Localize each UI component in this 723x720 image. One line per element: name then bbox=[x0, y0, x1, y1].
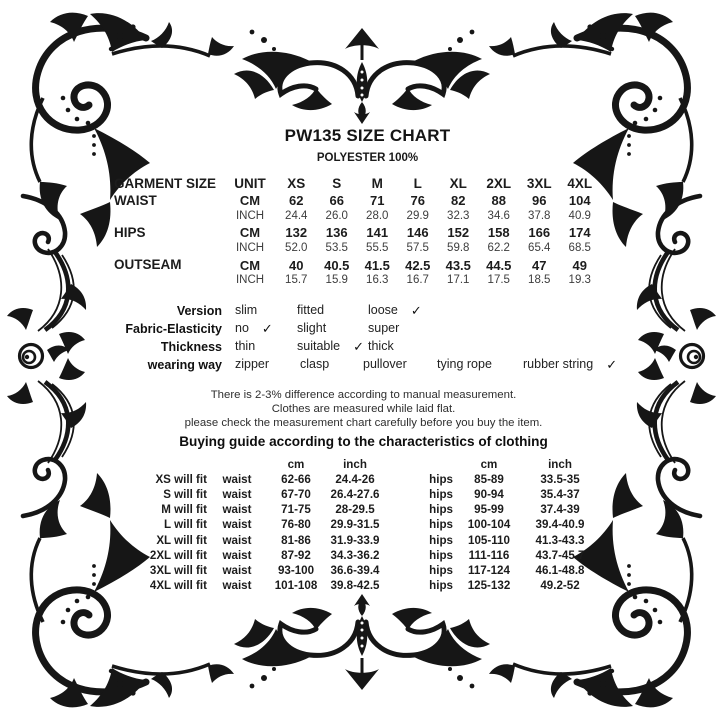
guide-cell: 71-75 bbox=[281, 503, 311, 517]
size-table-header: S bbox=[332, 176, 342, 192]
size-cell: 42.5 bbox=[405, 257, 431, 273]
guide-cell: 36.6-39.4 bbox=[330, 563, 380, 577]
size-cell: 32.3 bbox=[447, 209, 470, 222]
guide-cell: 117-124 bbox=[468, 563, 510, 577]
size-table bbox=[112, 176, 600, 289]
guide-col-header-inch: inch bbox=[343, 458, 367, 472]
row-label-outseam: OUTSEAM bbox=[114, 257, 182, 273]
attr-option: thick bbox=[368, 339, 394, 353]
guide-cell: 24.4-26 bbox=[335, 473, 375, 487]
guide-size-label: M will fit bbox=[161, 503, 207, 517]
guide-cell: waist bbox=[222, 488, 252, 502]
row-label-waist: WAIST bbox=[114, 192, 157, 208]
size-cell: 43.5 bbox=[445, 257, 471, 273]
guide-cell: waist bbox=[222, 563, 252, 577]
guide-cell: 67-70 bbox=[281, 488, 311, 502]
measurement-notes bbox=[2, 388, 723, 449]
size-cell: 146 bbox=[406, 225, 429, 241]
guide-cell: 43.7-45.7 bbox=[535, 548, 585, 562]
size-cell: 158 bbox=[487, 225, 510, 241]
fabric-subtitle: POLYESTER 100% bbox=[316, 152, 419, 164]
unit-cell: INCH bbox=[235, 242, 265, 255]
attr-row-version bbox=[112, 302, 663, 320]
guide-col-header-cm: cm bbox=[480, 458, 498, 472]
guide-cell: 34.3-36.2 bbox=[330, 548, 380, 562]
guide-cell: waist bbox=[222, 518, 252, 532]
guide-cell: hips bbox=[429, 518, 453, 532]
attr-option: fitted bbox=[297, 303, 325, 317]
size-cell: 53.5 bbox=[325, 242, 348, 255]
size-cell: 16.3 bbox=[366, 274, 389, 287]
size-cell: 17.5 bbox=[487, 274, 510, 287]
size-table-header: 2XL bbox=[486, 176, 512, 192]
guide-cell: 26.4-27.6 bbox=[330, 488, 380, 502]
size-cell: 132 bbox=[285, 225, 308, 241]
guide-cell: 101-108 bbox=[274, 578, 318, 592]
guide-cell: waist bbox=[222, 533, 252, 547]
guide-cell: hips bbox=[429, 503, 453, 517]
guide-cell: 33.5-35 bbox=[540, 473, 580, 487]
guide-cell: 46.1-48.8 bbox=[535, 563, 585, 577]
guide-cell: waist bbox=[222, 548, 252, 562]
size-table-header: L bbox=[413, 176, 422, 192]
check-mark: ✓ bbox=[606, 357, 618, 372]
unit-cell: INCH bbox=[235, 274, 265, 287]
attr-option: rubber string ✓ bbox=[523, 357, 618, 372]
guide-cell: 62-66 bbox=[281, 473, 311, 487]
guide-size-label: 2XL will fit bbox=[149, 548, 207, 562]
size-cell: 40.9 bbox=[568, 209, 591, 222]
size-cell: 18.5 bbox=[528, 274, 551, 287]
size-cell: 59.8 bbox=[447, 242, 470, 255]
size-cell: 82 bbox=[451, 192, 466, 208]
attr-label: wearing way bbox=[147, 358, 222, 372]
size-cell: 40.5 bbox=[324, 257, 350, 273]
attributes-section bbox=[112, 302, 663, 374]
size-cell: 62 bbox=[289, 192, 304, 208]
guide-cell: 95-99 bbox=[474, 503, 504, 517]
size-cell: 141 bbox=[366, 225, 389, 241]
guide-col-header-inch: inch bbox=[548, 458, 572, 472]
note-line: There is 2-3% difference according to manual measurement. bbox=[210, 389, 517, 401]
size-table-header: GARMENT SIZE bbox=[114, 176, 217, 192]
size-cell: 24.4 bbox=[285, 209, 308, 222]
size-table-header: XS bbox=[287, 176, 306, 192]
size-cell: 19.3 bbox=[568, 274, 591, 287]
guide-cell: 85-89 bbox=[474, 473, 504, 487]
size-cell: 66 bbox=[329, 192, 344, 208]
size-cell: 44.5 bbox=[486, 257, 512, 273]
size-cell: 76 bbox=[410, 192, 425, 208]
guide-cell: hips bbox=[429, 563, 453, 577]
guide-cell: hips bbox=[429, 578, 453, 592]
size-cell: 29.9 bbox=[406, 209, 429, 222]
guide-cell: waist bbox=[222, 578, 252, 592]
size-cell: 68.5 bbox=[568, 242, 591, 255]
guide-col-header-cm: cm bbox=[287, 458, 305, 472]
guide-size-label: XL will fit bbox=[156, 533, 207, 547]
size-cell: 62.2 bbox=[487, 242, 510, 255]
size-table-header: 4XL bbox=[567, 176, 593, 192]
guide-cell: 29.9-31.5 bbox=[330, 518, 380, 532]
row-label-hips: HIPS bbox=[114, 224, 146, 240]
unit-cell: CM bbox=[239, 192, 261, 208]
guide-size-label: XS will fit bbox=[155, 473, 207, 487]
size-cell: 136 bbox=[325, 225, 348, 241]
size-cell: 41.5 bbox=[364, 257, 390, 273]
size-cell: 174 bbox=[568, 225, 591, 241]
attr-option: slight bbox=[297, 321, 327, 335]
attr-option: suitable ✓ bbox=[297, 339, 364, 354]
guide-cell: 76-80 bbox=[281, 518, 311, 532]
guide-cell: 93-100 bbox=[277, 563, 315, 577]
size-cell: 37.8 bbox=[528, 209, 551, 222]
guide-cell: 105-110 bbox=[468, 533, 510, 547]
guide-size-label: 4XL will fit bbox=[149, 578, 207, 592]
size-cell: 104 bbox=[568, 192, 591, 208]
guide-cell: 111-116 bbox=[468, 548, 510, 562]
guide-cell: waist bbox=[222, 473, 252, 487]
buying-guide-heading: Buying guide according to the characteristics of clothing bbox=[179, 433, 548, 449]
size-cell: 47 bbox=[532, 257, 547, 273]
attr-option: clasp bbox=[300, 357, 330, 371]
note-line: Clothes are measured while laid flat. bbox=[271, 403, 456, 416]
size-cell: 15.7 bbox=[285, 274, 308, 287]
attr-label: Version bbox=[176, 304, 222, 318]
guide-size-label: 3XL will fit bbox=[149, 563, 207, 577]
size-cell: 65.4 bbox=[528, 242, 551, 255]
unit-cell: CM bbox=[239, 225, 261, 241]
size-cell: 55.5 bbox=[366, 242, 389, 255]
size-table-header: XL bbox=[449, 176, 467, 192]
guide-cell: 81-86 bbox=[281, 533, 311, 547]
attr-option: slim bbox=[235, 303, 258, 317]
attr-option: super bbox=[368, 321, 400, 335]
guide-cell: 39.4-40.9 bbox=[535, 518, 585, 532]
size-cell: 17.1 bbox=[447, 274, 470, 287]
guide-cell: 49.2-52 bbox=[540, 578, 580, 592]
attr-row-thickness bbox=[112, 338, 663, 356]
guide-cell: hips bbox=[429, 488, 453, 502]
unit-cell: INCH bbox=[235, 209, 265, 222]
guide-cell: hips bbox=[429, 473, 453, 487]
attr-option: tying rope bbox=[437, 357, 492, 371]
size-cell: 16.7 bbox=[406, 274, 429, 287]
guide-size-label: L will fit bbox=[164, 518, 207, 532]
buying-guide-table bbox=[145, 457, 605, 593]
guide-cell: 31.9-33.9 bbox=[330, 533, 380, 547]
attr-option: pullover bbox=[363, 357, 407, 371]
attr-option: loose ✓ bbox=[368, 303, 422, 318]
size-cell: 88 bbox=[491, 192, 506, 208]
guide-cell: 87-92 bbox=[281, 548, 311, 562]
attr-label: Fabric-Elasticity bbox=[125, 322, 222, 336]
attr-row-elasticity bbox=[112, 320, 663, 338]
unit-cell: CM bbox=[239, 257, 261, 273]
size-cell: 40 bbox=[289, 257, 304, 273]
size-cell: 49 bbox=[572, 257, 587, 273]
size-table-header: UNIT bbox=[234, 176, 266, 192]
guide-cell: 90-94 bbox=[474, 488, 504, 502]
size-cell: 96 bbox=[532, 192, 547, 208]
check-mark: ✓ bbox=[353, 339, 364, 354]
size-cell: 71 bbox=[370, 192, 385, 208]
guide-cell: 125-132 bbox=[467, 578, 511, 592]
size-cell: 57.5 bbox=[406, 242, 429, 255]
attr-label: Thickness bbox=[160, 340, 222, 354]
guide-cell: 37.4-39 bbox=[540, 503, 580, 517]
check-mark: ✓ bbox=[261, 321, 273, 336]
size-cell: 166 bbox=[528, 225, 551, 241]
size-cell: 52.0 bbox=[285, 242, 308, 255]
attr-option: thin bbox=[235, 339, 256, 353]
guide-cell: hips bbox=[429, 548, 453, 562]
note-line: please check the measurement chart carefully before you buy the item. bbox=[184, 417, 543, 430]
guide-cell: hips bbox=[429, 533, 453, 547]
size-cell: 34.6 bbox=[487, 209, 510, 222]
guide-cell: 41.3-43.3 bbox=[535, 533, 585, 547]
attr-option: zipper bbox=[235, 357, 270, 371]
attr-option: no ✓ bbox=[235, 321, 273, 336]
size-cell: 15.9 bbox=[325, 274, 348, 287]
size-cell: 26.0 bbox=[325, 209, 348, 222]
guide-size-label: S will fit bbox=[163, 488, 207, 502]
size-table-header: 3XL bbox=[526, 176, 552, 192]
guide-cell: 28-29.5 bbox=[335, 503, 375, 517]
size-cell: 28.0 bbox=[366, 209, 389, 222]
guide-cell: 100-104 bbox=[467, 518, 511, 532]
guide-cell: 35.4-37 bbox=[540, 488, 580, 502]
guide-cell: 39.8-42.5 bbox=[330, 578, 380, 592]
size-cell: 152 bbox=[447, 225, 470, 241]
page-title: PW135 SIZE CHART bbox=[284, 126, 451, 145]
attr-row-wearing-way bbox=[112, 356, 663, 374]
size-table-header: M bbox=[371, 176, 383, 192]
check-mark: ✓ bbox=[410, 303, 422, 318]
guide-cell: waist bbox=[222, 503, 252, 517]
